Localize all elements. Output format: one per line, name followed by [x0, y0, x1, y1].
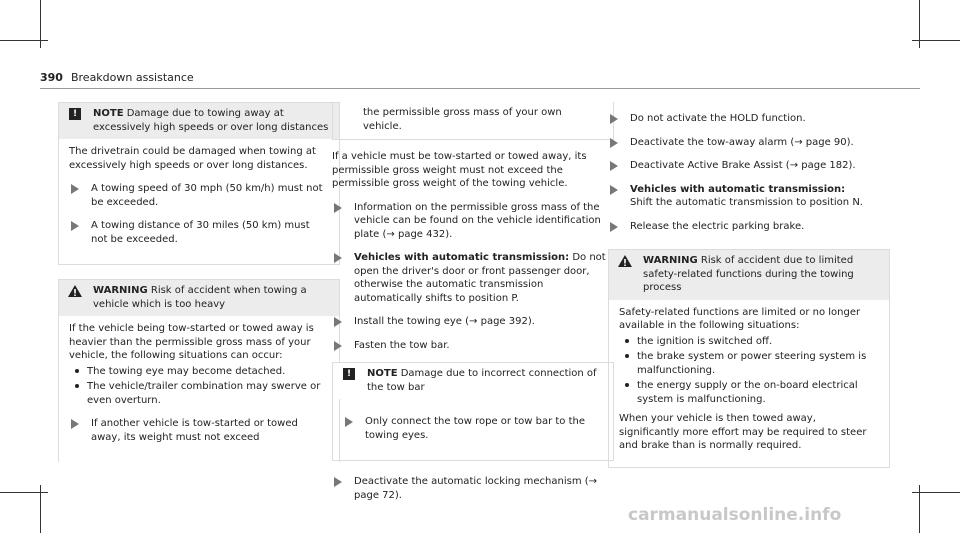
- column-2: [332, 102, 614, 512]
- instruction-step: [69, 417, 329, 444]
- step-arrow-icon: [334, 253, 342, 263]
- bullet-item: [619, 379, 879, 406]
- step-arrow-icon: [345, 417, 353, 427]
- step-text: Install the towing eye (→ page 392).: [354, 316, 535, 327]
- bullet-text: The towing eye may become detached.: [87, 365, 286, 377]
- instruction-step: [608, 183, 890, 210]
- warning-heading: Risk of accident due to limited safety-related functions during the towing process: [643, 255, 854, 293]
- warning-label: WARNING: [93, 285, 148, 296]
- step-text: Fasten the tow bar.: [354, 339, 450, 351]
- step-text: If another vehicle is tow-started or towed away, its weight must not exceed: [91, 418, 298, 443]
- step-text: Deactivate the tow-away alarm (→ page 90).: [630, 136, 854, 148]
- instruction-step: [332, 251, 614, 305]
- header-rule: [40, 88, 920, 89]
- instruction-step: [332, 201, 614, 242]
- bullet-text: the brake system or power steering system is malfunctioning.: [637, 351, 867, 376]
- note-label: NOTE: [93, 108, 124, 119]
- instruction-step: [69, 219, 329, 246]
- instruction-step: [332, 339, 614, 353]
- step-arrow-icon: [610, 185, 618, 195]
- paragraph: If a vehicle must be tow-started or towed away, its permissible gross weight must not exceed the permissible gross weight of the towing vehicle.: [332, 151, 587, 189]
- step-arrow-icon: [334, 203, 342, 213]
- step-text: Do not open the driver's door or front passenger door, otherwise the automatic transmission automatically shifts to position P.: [354, 252, 606, 304]
- step-arrow-icon: [71, 184, 79, 194]
- step-text: Shift the automatic transmission to position N.: [630, 197, 863, 208]
- bullet-text: The vehicle/trailer combination may swerve or even overturn.: [87, 381, 321, 406]
- step-text: Information on the permissible gross mass of the vehicle can be found on the vehicle identification plate (→ page 432).: [354, 201, 601, 240]
- instruction-step: [332, 475, 614, 502]
- note-heading: Damage due to incorrect connection of the tow bar: [367, 368, 597, 393]
- note-heading: Damage due to towing away at excessively high speeds or over long distances: [93, 108, 329, 133]
- step-text: Only connect the tow rope or tow bar to the towing eyes.: [365, 416, 585, 441]
- warning-body: If the vehicle being tow-started or towed away is heavier than the permissible gross mass of your vehicle, the following situations can occur:: [69, 323, 314, 361]
- crop-mark: [0, 40, 48, 41]
- crop-mark: [912, 40, 960, 41]
- instruction-step: [332, 315, 614, 329]
- step-arrow-icon: [334, 341, 342, 351]
- step-arrow-icon: [610, 114, 618, 124]
- section-title: Breakdown assistance: [70, 71, 194, 84]
- column-1: [58, 102, 340, 476]
- step-arrow-icon: [610, 222, 618, 232]
- crop-mark: [912, 492, 960, 493]
- step-arrow-icon: [334, 317, 342, 327]
- instruction-step: [343, 415, 603, 442]
- bullet-text: the energy supply or the on-board electrical system is malfunctioning.: [637, 380, 858, 405]
- warning-closing-text: When your vehicle is then towed away, significantly more effort may be required to steer and brake than is normally required.: [619, 413, 867, 451]
- step-arrow-icon: [71, 419, 79, 429]
- instruction-step: [608, 159, 890, 173]
- column-3: [608, 102, 890, 482]
- instruction-step: [608, 136, 890, 150]
- instruction-step: [608, 220, 890, 234]
- note-label: NOTE: [367, 368, 398, 379]
- page-header: [40, 71, 194, 84]
- bullet-item: [619, 350, 879, 377]
- step-text: Deactivate the automatic locking mechanism (→ page 72).: [354, 476, 598, 501]
- warning-triangle-icon: [617, 254, 633, 268]
- note-box: [332, 362, 614, 461]
- notice-icon: !: [69, 108, 81, 120]
- step-arrow-icon: [334, 477, 342, 487]
- warning-continued: [332, 102, 614, 140]
- note-box: [58, 102, 340, 265]
- page-number: 390: [40, 71, 63, 84]
- warning-box: [608, 249, 890, 468]
- warning-continued-text: the permissible gross mass of your own vehicle.: [363, 107, 562, 132]
- step-text: A towing distance of 30 miles (50 km) must not be exceeded.: [91, 220, 310, 245]
- step-bold-text: Vehicles with automatic transmission:: [354, 252, 570, 263]
- bullet-text: the ignition is switched off.: [637, 335, 773, 347]
- step-bold-text: Vehicles with automatic transmission:: [630, 183, 846, 195]
- step-text: Deactivate Active Brake Assist (→ page 182).: [630, 160, 856, 171]
- warning-heading: Risk of accident when towing a vehicle which is too heavy: [93, 285, 307, 310]
- instruction-step: [608, 112, 890, 126]
- step-arrow-icon: [610, 161, 618, 171]
- bullet-item: [69, 380, 329, 407]
- warning-box: [58, 279, 340, 462]
- watermark: carmanualsonline.info: [628, 505, 842, 525]
- warning-triangle-icon: [67, 284, 83, 298]
- step-text: A towing speed of 30 mph (50 km/h) must not be exceeded.: [91, 183, 323, 208]
- step-text: Release the electric parking brake.: [630, 220, 805, 232]
- warning-body: Safety-related functions are limited or no longer available in the following situations:: [619, 306, 861, 331]
- note-body: The drivetrain could be damaged when towing at excessively high speeds or over long distances.: [69, 146, 316, 171]
- step-arrow-icon: [71, 221, 79, 231]
- instruction-step: [69, 182, 329, 209]
- step-arrow-icon: [610, 138, 618, 148]
- bullet-item: [619, 335, 879, 349]
- crop-mark: [0, 492, 48, 493]
- bullet-item: [69, 365, 329, 379]
- notice-icon: !: [343, 368, 355, 380]
- step-text: Do not activate the HOLD function.: [630, 113, 806, 124]
- warning-label: WARNING: [643, 255, 698, 266]
